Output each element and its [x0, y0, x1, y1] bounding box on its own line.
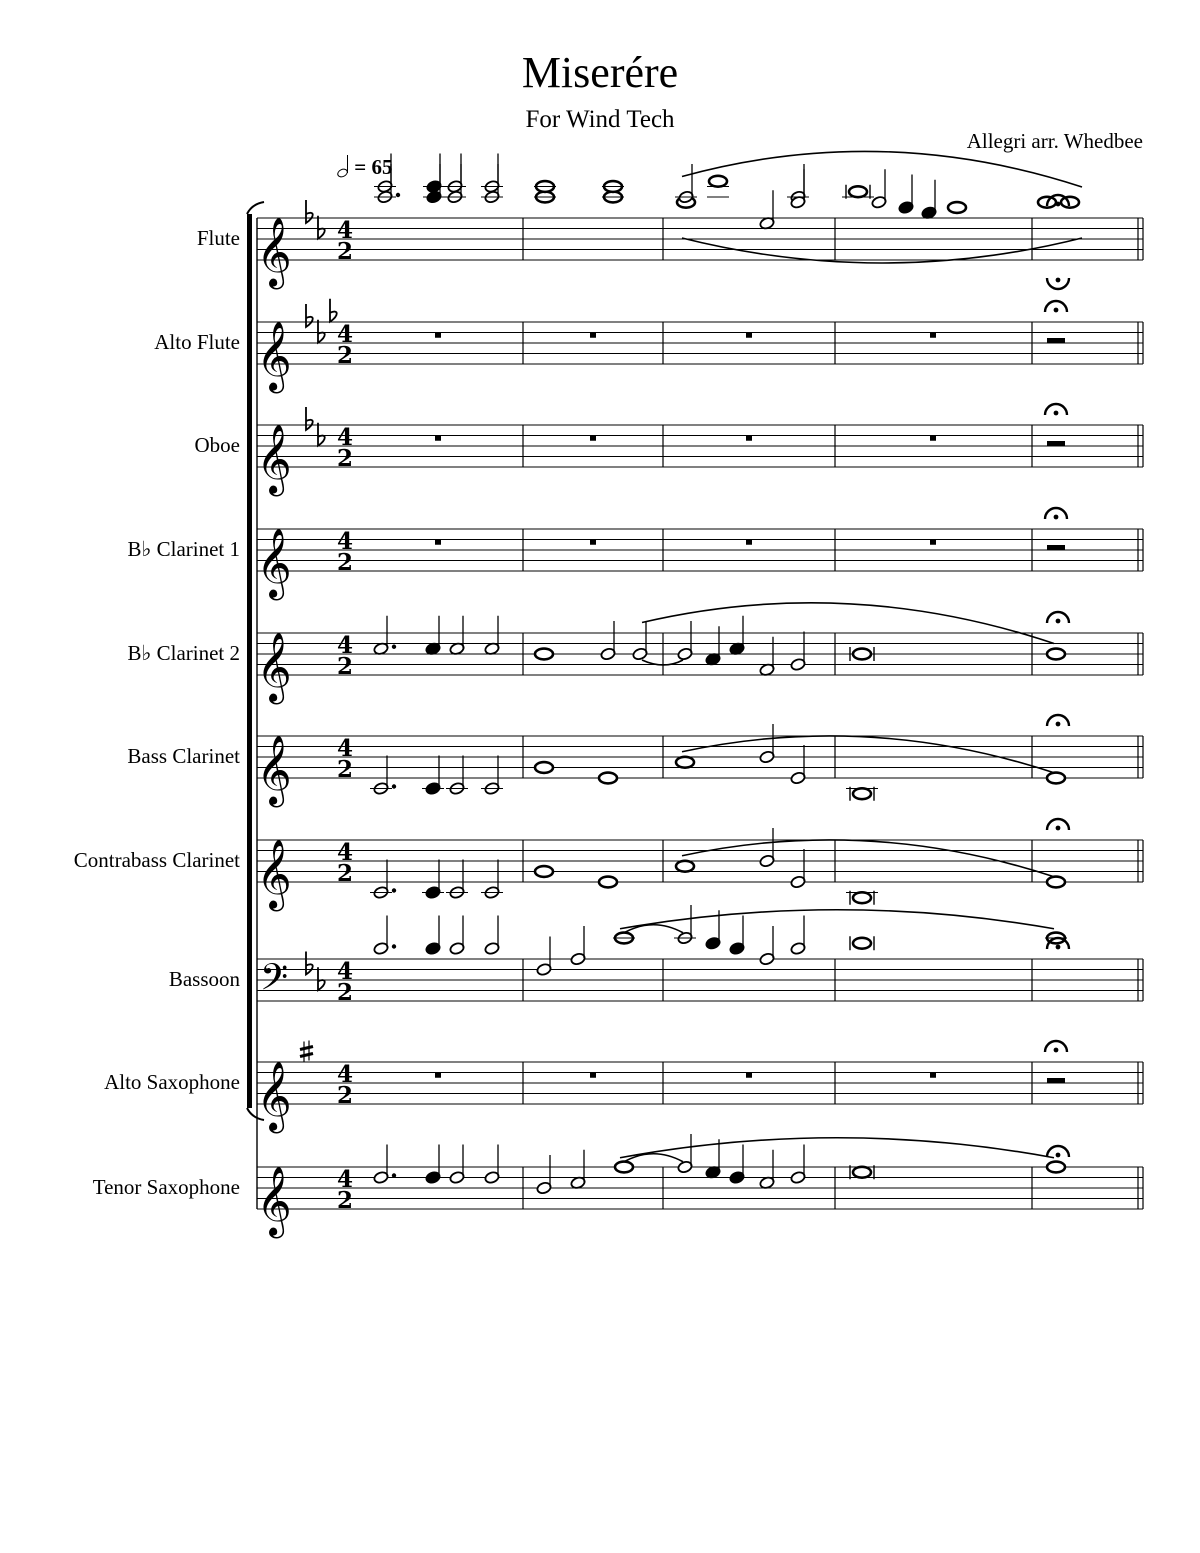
system-bracket [247, 214, 252, 1108]
whole-note [599, 773, 617, 784]
breve-note [853, 788, 871, 799]
whole-note [948, 202, 966, 213]
time-signature-bottom: 2 [336, 238, 354, 265]
score-subtitle: For Wind Tech [525, 106, 675, 133]
instrument-label: Alto Saxophone [104, 1070, 240, 1094]
measure-rest [746, 540, 752, 545]
measure-rest [930, 436, 936, 441]
sharp-icon [300, 1054, 313, 1057]
measure-rest [435, 436, 441, 441]
time-signature-top: 4 [336, 735, 354, 762]
time-signature-bottom: 2 [336, 860, 354, 887]
sharp-icon [300, 1047, 313, 1050]
augmentation-dot [392, 1173, 396, 1177]
time-signature-top: 4 [336, 1166, 354, 1193]
slur [642, 603, 1054, 644]
time-signature-top: 4 [336, 321, 354, 348]
time-signature-bottom: 2 [336, 342, 354, 369]
flat-icon [318, 320, 325, 343]
instrument-label: B♭ Clarinet 2 [127, 641, 240, 665]
bass-clef-icon: 𝄢 [259, 956, 289, 1008]
flat-icon [318, 423, 325, 446]
treble-clef-icon: 𝄞 [256, 424, 292, 494]
composer-credit: Allegri arr. Whedbee [966, 129, 1143, 153]
treble-clef-icon: 𝄞 [256, 839, 292, 909]
fermata-dot [1056, 202, 1061, 207]
flat-icon [306, 304, 313, 327]
time-signature-bottom: 2 [336, 1082, 354, 1109]
time-signature-bottom: 2 [336, 1187, 354, 1214]
whole-note [1061, 197, 1079, 208]
measure-rest [746, 1073, 752, 1078]
augmentation-dot [396, 193, 400, 197]
fermata-dot [1056, 826, 1061, 831]
fermata-dot [1054, 1048, 1059, 1053]
score-title: Miserére [521, 48, 679, 97]
instrument-label: Contrabass Clarinet [73, 848, 240, 872]
whole-note [676, 861, 694, 872]
measure-rest [590, 333, 596, 338]
instrument-label: Flute [196, 226, 240, 250]
measure-rest [435, 540, 441, 545]
instrument-label: Tenor Saxophone [92, 1175, 240, 1199]
slur [620, 1138, 1054, 1158]
whole-note [535, 762, 553, 773]
flat-icon [318, 216, 325, 239]
instrument-label: Bass Clarinet [127, 744, 240, 768]
flat-icon [306, 407, 313, 430]
measure-rest [930, 540, 936, 545]
breve-note [849, 186, 867, 197]
whole-note [709, 176, 727, 187]
tempo-value: = 65 [354, 155, 393, 179]
time-signature-top: 4 [336, 632, 354, 659]
treble-clef-icon: 𝄞 [256, 1061, 292, 1131]
measure-rest [746, 436, 752, 441]
instrument-label: Bassoon [168, 967, 240, 991]
time-signature-top: 4 [336, 839, 354, 866]
breve-rest [1047, 545, 1065, 550]
augmentation-dot [392, 784, 396, 788]
measure-rest [930, 1073, 936, 1078]
measure-rest [590, 1073, 596, 1078]
measure-rest [930, 333, 936, 338]
whole-note [615, 1162, 633, 1173]
breve-rest [1047, 1078, 1065, 1083]
whole-note [676, 757, 694, 768]
treble-clef-icon: 𝄞 [256, 528, 292, 598]
treble-clef-icon: 𝄞 [256, 321, 292, 391]
whole-note [535, 866, 553, 877]
measure-rest [746, 333, 752, 338]
slur [620, 910, 1054, 929]
measure-rest [435, 333, 441, 338]
instrument-label: Alto Flute [154, 330, 240, 354]
treble-clef-icon: 𝄞 [256, 632, 292, 702]
whole-note [599, 877, 617, 888]
whole-note [1047, 1162, 1065, 1173]
time-signature-bottom: 2 [336, 653, 354, 680]
slur [682, 238, 1082, 263]
measure-rest [590, 540, 596, 545]
breve-note [853, 649, 871, 660]
breve-note [853, 892, 871, 903]
whole-note [1047, 773, 1065, 784]
time-signature-top: 4 [336, 217, 354, 244]
fermata-dot [1056, 278, 1061, 283]
breve-note [853, 1167, 871, 1178]
augmentation-dot [392, 645, 396, 649]
time-signature-top: 4 [336, 528, 354, 555]
time-signature-bottom: 2 [336, 445, 354, 472]
fermata-dot [1056, 1153, 1061, 1158]
treble-clef-icon: 𝄞 [256, 1166, 292, 1236]
whole-note [1047, 649, 1065, 660]
time-signature-bottom: 2 [336, 756, 354, 783]
measure-rest [590, 436, 596, 441]
time-signature-bottom: 2 [336, 979, 354, 1006]
instrument-label: Oboe [194, 433, 240, 457]
flat-icon [306, 952, 313, 975]
fermata-dot [1054, 515, 1059, 520]
treble-clef-icon: 𝄞 [256, 735, 292, 805]
whole-note [535, 649, 553, 660]
whole-note [1047, 877, 1065, 888]
breve-note [853, 938, 871, 949]
slur [682, 151, 1082, 187]
time-signature-top: 4 [336, 1061, 354, 1088]
measure-rest [435, 1073, 441, 1078]
fermata-dot [1054, 411, 1059, 416]
augmentation-dot [392, 888, 396, 892]
flat-icon [306, 200, 313, 223]
time-signature-top: 4 [336, 424, 354, 451]
treble-clef-icon: 𝄞 [256, 217, 292, 287]
breve-rest [1047, 338, 1065, 343]
bracket-top-hook [247, 202, 264, 214]
flat-icon [318, 967, 325, 990]
breve-rest [1047, 441, 1065, 446]
fermata-dot [1056, 722, 1061, 727]
fermata-dot [1054, 308, 1059, 313]
augmentation-dot [392, 944, 396, 948]
time-signature-bottom: 2 [336, 549, 354, 576]
fermata-dot [1056, 619, 1061, 624]
time-signature-top: 4 [336, 958, 354, 985]
flat-icon [330, 299, 337, 322]
instrument-label: B♭ Clarinet 1 [127, 537, 240, 561]
fermata-dot [1056, 945, 1061, 950]
